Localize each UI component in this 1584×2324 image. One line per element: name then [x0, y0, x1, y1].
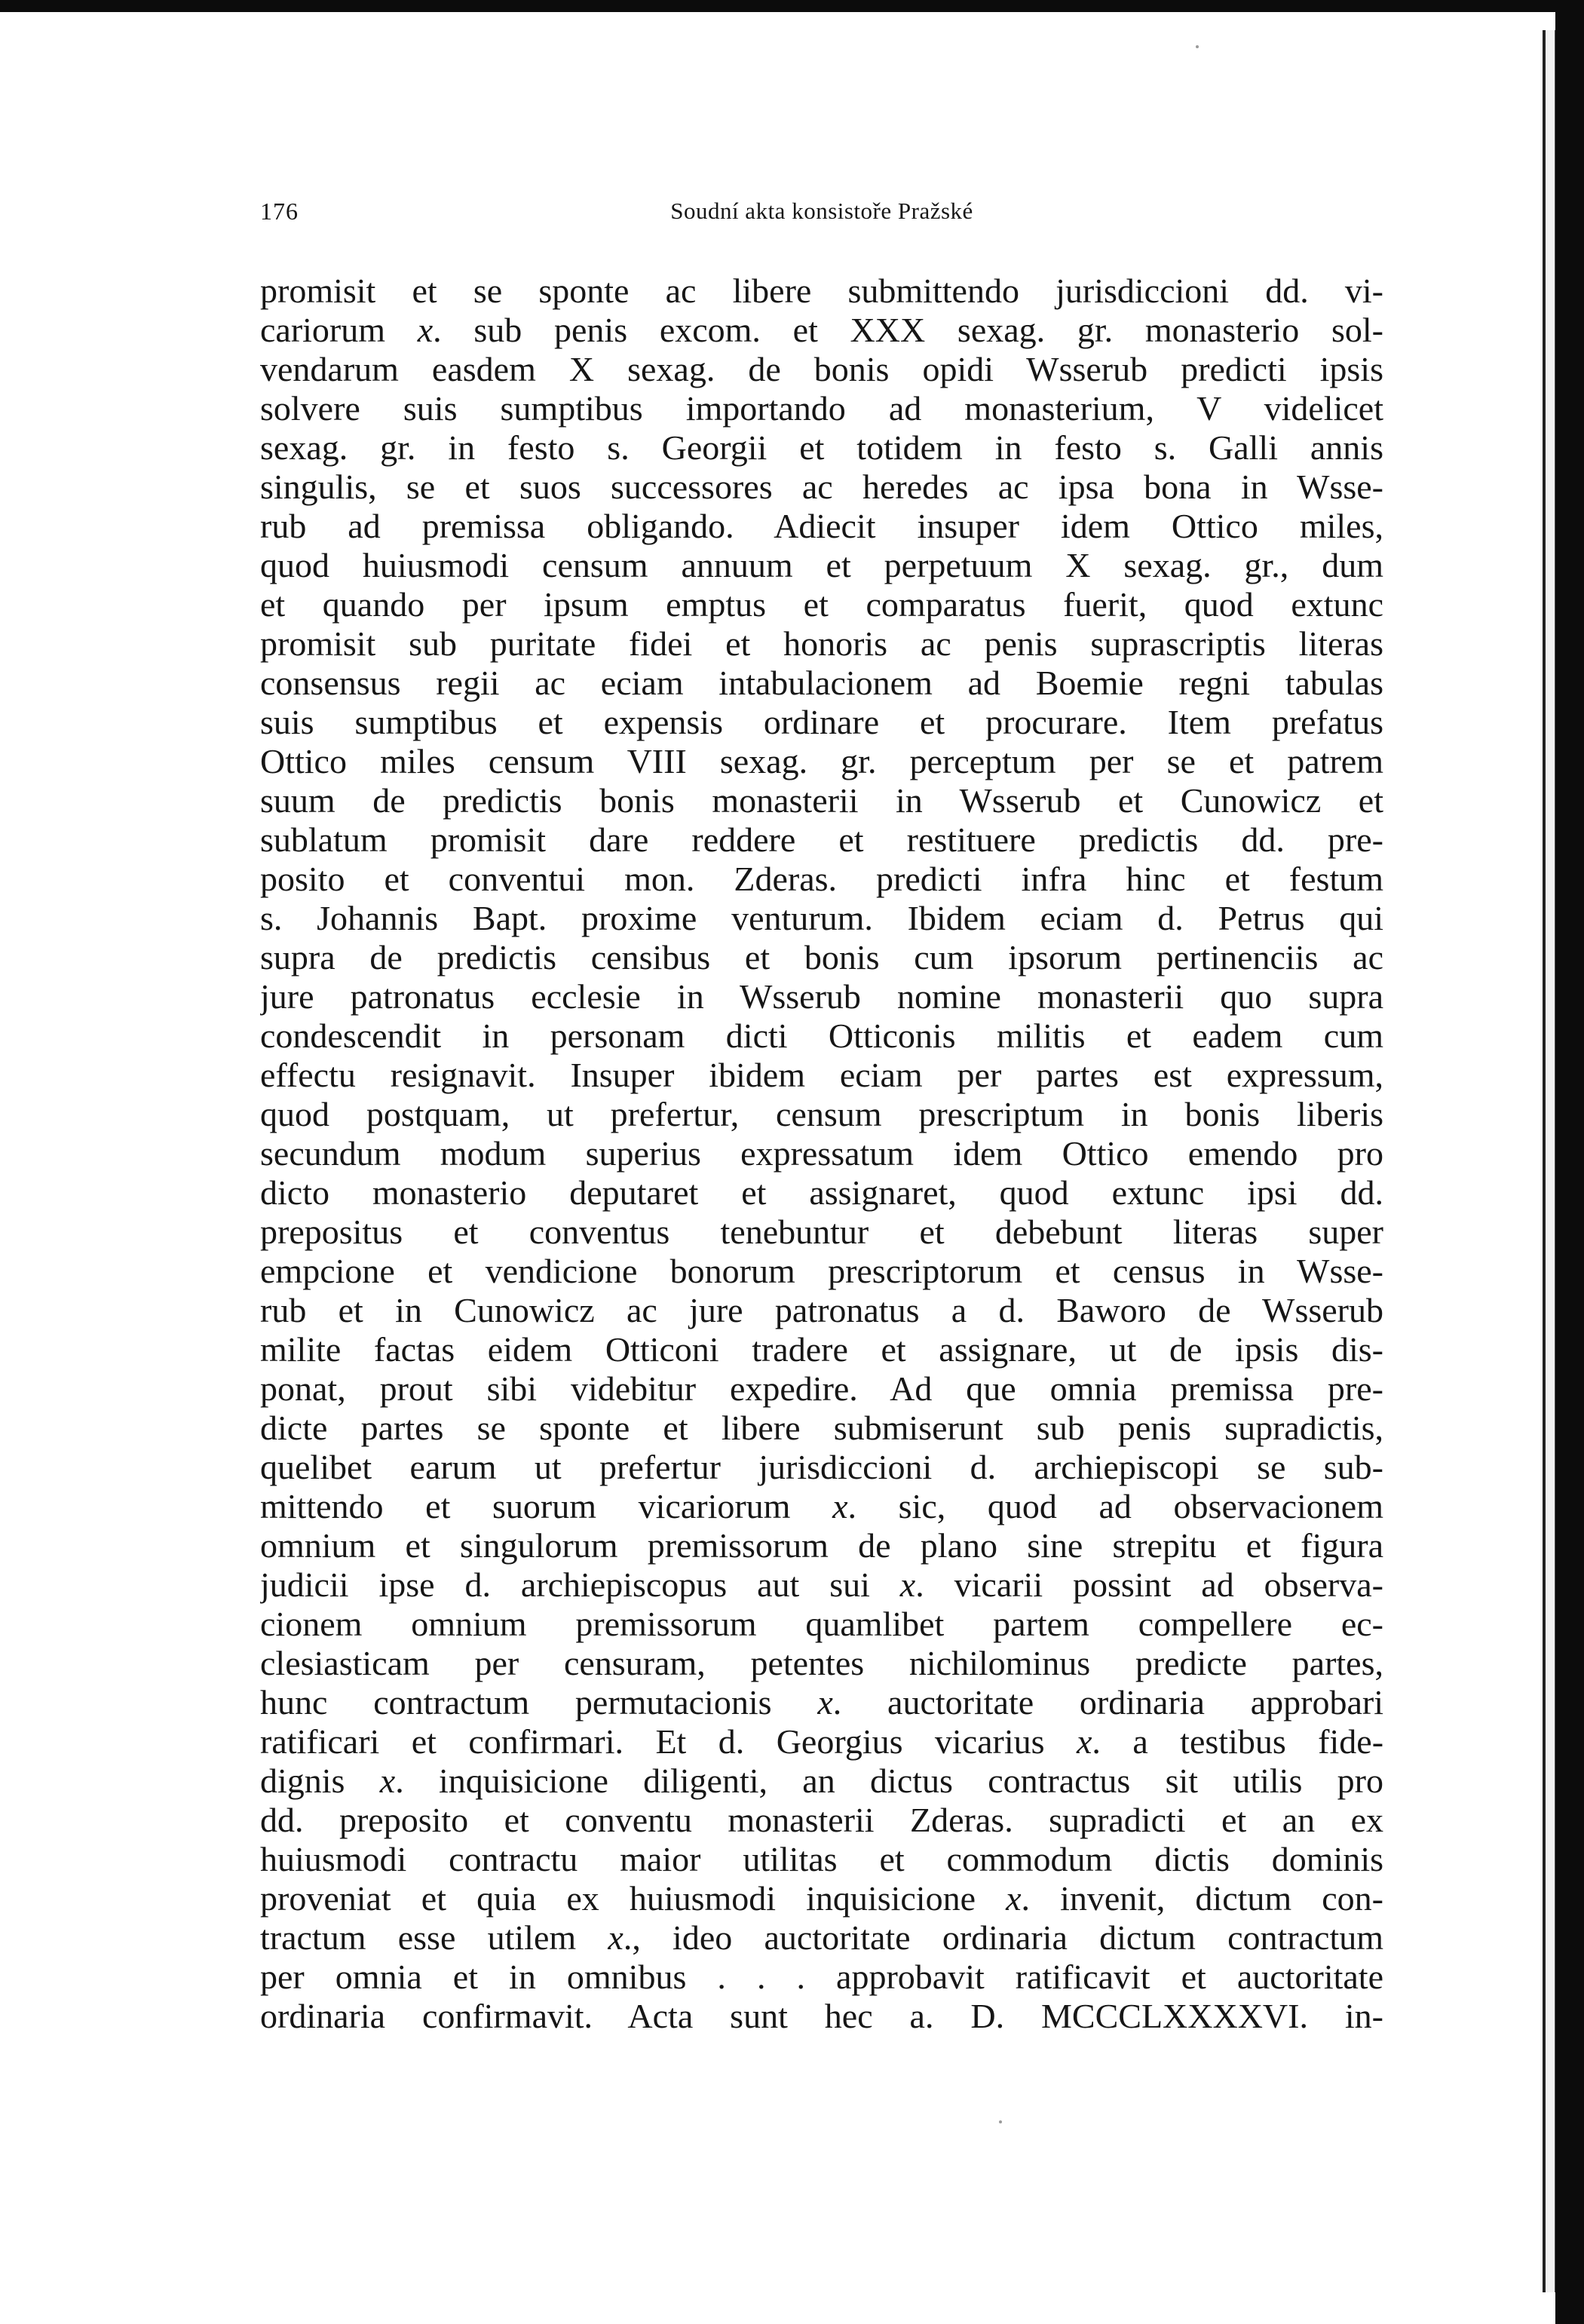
text-line: vendarum easdem X sexag. de bonis opidi Wsserub predicti ipsis — [260, 350, 1383, 388]
text-line: dignis x. inquisicione diligenti, an dictus contractus sit utilis pro — [260, 1761, 1383, 1800]
text-line: Ottico miles censum VIII sexag. gr. perceptum per se et patrem — [260, 742, 1383, 780]
text-line: supra de predictis censibus et bonis cum ipsorum pertinenciis ac — [260, 938, 1383, 977]
text-line: cariorum x. sub penis excom. et XXX sexag. gr. monasterio sol- — [260, 311, 1383, 349]
scan-speck — [1196, 45, 1199, 48]
text-line: consensus regii ac eciam intabulacionem ad Boemie regni tabulas — [260, 664, 1383, 702]
text-line: dicte partes se sponte et libere submiserunt sub penis supradictis, — [260, 1409, 1383, 1447]
text-line: dd. preposito et conventu monasterii Zderas. supradicti et an ex — [260, 1801, 1383, 1839]
text-line: prepositus et conventus tenebuntur et debebunt literas super — [260, 1213, 1383, 1251]
scan-top-border — [0, 0, 1584, 12]
text-line: ratificari et confirmari. Et d. Georgius vicarius x. a testibus fide- — [260, 1722, 1383, 1761]
text-line: per omnia et in omnibus . . . approbavit ratificavit et auctoritate — [260, 1958, 1383, 1996]
text-line: solvere suis sumptibus importando ad monasterium, V videlicet — [260, 389, 1383, 428]
text-line: secundum modum superius expressatum idem Ottico emendo pro — [260, 1134, 1383, 1173]
body-text — [260, 271, 1383, 2036]
scan-speck — [999, 2120, 1002, 2123]
text-line: proveniat et quia ex huiusmodi inquisicione x. invenit, dictum con- — [260, 1879, 1383, 1918]
text-line: sexag. gr. in festo s. Georgii et totidem in festo s. Galli annis — [260, 428, 1383, 467]
text-line: promisit et se sponte ac libere submittendo jurisdiccioni dd. vi- — [260, 271, 1383, 310]
text-line: sublatum promisit dare reddere et restituere predictis dd. pre- — [260, 820, 1383, 859]
text-line: suis sumptibus et expensis ordinare et procurare. Item prefatus — [260, 703, 1383, 741]
text-line: milite factas eidem Otticoni tradere et assignare, ut de ipsis dis- — [260, 1330, 1383, 1369]
page-edge-shadow — [1543, 30, 1556, 2292]
text-line: quelibet earum ut prefertur jurisdiccioni d. archiepiscopi se sub- — [260, 1448, 1383, 1486]
text-line: promisit sub puritate fidei et honoris ac penis suprascriptis literas — [260, 624, 1383, 663]
text-line: clesiasticam per censuram, petentes nichilominus predicte partes, — [260, 1644, 1383, 1682]
text-line: mittendo et suorum vicariorum x. sic, quod ad observacionem — [260, 1487, 1383, 1525]
scan-right-border — [1555, 0, 1584, 2324]
text-line: condescendit in personam dicti Otticonis militis et eadem cum — [260, 1016, 1383, 1055]
text-line: et quando per ipsum emptus et comparatus fuerit, quod extunc — [260, 585, 1383, 624]
text-line: hunc contractum permutacionis x. auctoritate ordinaria approbari — [260, 1683, 1383, 1722]
text-line: posito et conventui mon. Zderas. predicti infra hinc et festum — [260, 860, 1383, 898]
text-line: rub et in Cunowicz ac jure patronatus a d. Baworo de Wsserub — [260, 1291, 1383, 1329]
text-line: jure patronatus ecclesie in Wsserub nomine monasterii quo supra — [260, 977, 1383, 1016]
text-line: huiusmodi contractu maior utilitas et commodum dictis dominis — [260, 1840, 1383, 1878]
text-line: rub ad premissa obligando. Adiecit insuper idem Ottico miles, — [260, 507, 1383, 545]
text-line: judicii ipse d. archiepiscopus aut sui x. vicarii possint ad observa- — [260, 1565, 1383, 1604]
running-title: Soudní akta konsistoře Pražské — [670, 198, 973, 224]
text-line: dicto monasterio deputaret et assignaret, quod extunc ipsi dd. — [260, 1173, 1383, 1212]
text-line: cionem omnium premissorum quamlibet partem compellere ec- — [260, 1605, 1383, 1643]
text-line: omnium et singulorum premissorum de plano sine strepitu et figura — [260, 1526, 1383, 1565]
text-line: suum de predictis bonis monasterii in Wsserub et Cunowicz et — [260, 781, 1383, 820]
text-line: empcione et vendicione bonorum prescriptorum et census in Wsse- — [260, 1252, 1383, 1290]
text-line: effectu resignavit. Insuper ibidem eciam per partes est expressum, — [260, 1056, 1383, 1094]
text-line: quod postquam, ut prefertur, censum prescriptum in bonis liberis — [260, 1095, 1383, 1133]
text-line: quod huiusmodi censum annuum et perpetuum X sexag. gr., dum — [260, 546, 1383, 584]
text-line: singulis, se et suos successores ac heredes ac ipsa bona in Wsse- — [260, 468, 1383, 506]
page-number: 176 — [260, 198, 299, 225]
text-line: ordinaria confirmavit. Acta sunt hec a. D. MCCCLXXXXVI. in- — [260, 1997, 1383, 2035]
text-line: ponat, prout sibi videbitur expedire. Ad que omnia premissa pre- — [260, 1369, 1383, 1408]
text-line: tractum esse utilem x., ideo auctoritate ordinaria dictum contractum — [260, 1918, 1383, 1957]
page-header — [260, 193, 1383, 229]
text-line: s. Johannis Bapt. proxime venturum. Ibidem eciam d. Petrus qui — [260, 899, 1383, 937]
